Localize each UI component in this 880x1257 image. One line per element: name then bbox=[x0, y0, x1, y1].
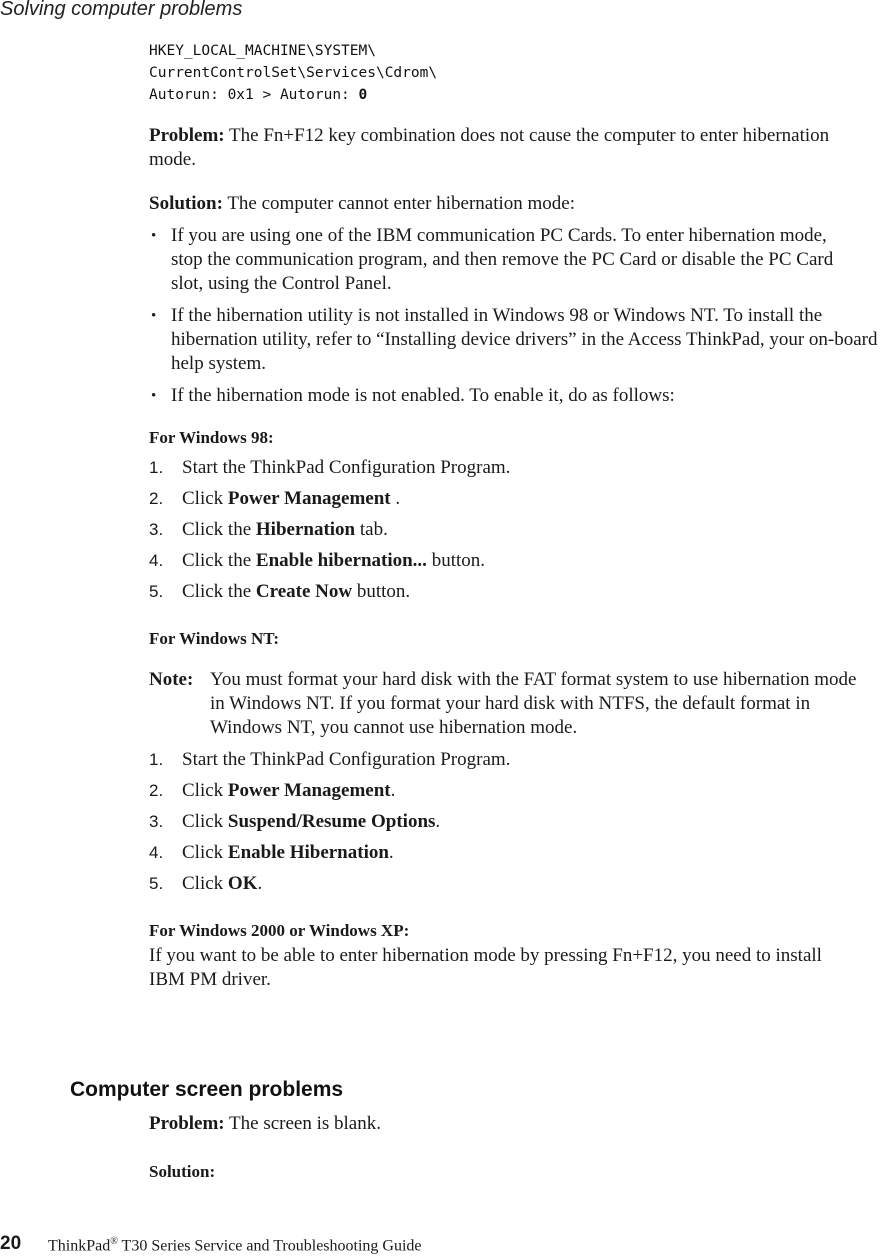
book-title: ThinkPad® T30 Series Service and Troubleshooting Guide bbox=[48, 1236, 422, 1255]
solution-text: The computer cannot enter hibernation mode: bbox=[222, 193, 576, 214]
step-number: 1. bbox=[149, 750, 164, 769]
problem-text: The screen is blank. bbox=[224, 1113, 381, 1134]
registry-line-3: Autorun: 0x1 > Autorun: bbox=[149, 87, 359, 103]
step-number: 5. bbox=[149, 582, 164, 601]
step-item: 5. Click OK. bbox=[149, 873, 263, 894]
win2000-heading: For Windows 2000 or Windows XP: bbox=[149, 921, 410, 940]
registry-line-1: HKEY_LOCAL_MACHINE\SYSTEM\ bbox=[149, 43, 376, 59]
problem-label: Problem: bbox=[149, 125, 225, 146]
step-number: 5. bbox=[149, 874, 164, 893]
solution-hibernation bbox=[149, 192, 880, 216]
problem-fn-f12 bbox=[149, 124, 874, 172]
note-label: Note: bbox=[149, 669, 194, 690]
registered-mark: ® bbox=[110, 1236, 118, 1247]
step-item: 1. Start the ThinkPad Configuration Program. bbox=[149, 457, 511, 478]
registry-line-2: CurrentControlSet\Services\Cdrom\ bbox=[149, 65, 438, 81]
bullet-item: • If you are using one of the IBM communication PC Cards. To enter hibernation mode, stop the communication program, and then remove the PC Card or disable the PC Card slot, using the Control Panel. bbox=[149, 224, 861, 296]
ntfs-note bbox=[149, 668, 875, 740]
step-item: 4. Click the Enable hibernation... button. bbox=[149, 550, 485, 571]
section-title: Computer screen problems bbox=[70, 1078, 344, 1101]
problem-text: The Fn+F12 key combination does not cause the computer to enter hibernation mode. bbox=[149, 125, 830, 170]
registry-value: 0 bbox=[358, 87, 368, 103]
bullet-item: • If the hibernation mode is not enabled. To enable it, do as follows: bbox=[149, 384, 880, 408]
win2000-text: If you want to be able to enter hibernation mode by pressing Fn+F12, you need to install IBM PM driver. bbox=[149, 945, 822, 990]
step-number: 1. bbox=[149, 458, 164, 477]
step-number: 3. bbox=[149, 812, 164, 831]
solution-bullet-list bbox=[149, 224, 880, 408]
page-number: 20 bbox=[0, 1233, 22, 1254]
page-footer bbox=[0, 1233, 880, 1257]
step-item: 1. Start the ThinkPad Configuration Program. bbox=[149, 749, 511, 770]
problem-blank-screen bbox=[149, 1112, 381, 1136]
solution-label: Solution: bbox=[149, 193, 223, 214]
registry-path bbox=[149, 40, 880, 106]
step-item: 3. Click Suspend/Resume Options. bbox=[149, 811, 441, 832]
problem-label: Problem: bbox=[149, 1113, 225, 1134]
note-text: You must format your hard disk with the FAT format system to use hibernation mode in Windows NT. If you format your hard disk with NTFS, the default format in Windows NT, you cannot use hibernation mode. bbox=[210, 669, 857, 738]
step-number: 4. bbox=[149, 551, 164, 570]
win98-steps bbox=[149, 456, 880, 604]
step-item: 2. Click Power Management . bbox=[149, 488, 401, 509]
step-item: 3. Click the Hibernation tab. bbox=[149, 519, 388, 540]
solution-label: Solution: bbox=[149, 1162, 216, 1181]
step-number: 4. bbox=[149, 843, 164, 862]
step-item: 5. Click the Create Now button. bbox=[149, 581, 411, 602]
winnt-steps bbox=[149, 748, 880, 896]
bullet-item: • If the hibernation utility is not installed in Windows 98 or Windows NT. To install the hibernation utility, refer to “Installing device drivers” in the Access ThinkPad, your on-board help system. bbox=[149, 304, 880, 376]
win98-heading: For Windows 98: bbox=[149, 428, 274, 447]
step-number: 2. bbox=[149, 781, 164, 800]
step-item: 4. Click Enable Hibernation. bbox=[149, 842, 394, 863]
running-header: Solving computer problems bbox=[0, 0, 243, 20]
winnt-heading: For Windows NT: bbox=[149, 629, 280, 648]
step-number: 2. bbox=[149, 489, 164, 508]
step-number: 3. bbox=[149, 520, 164, 539]
step-item: 2. Click Power Management. bbox=[149, 780, 396, 801]
page-content bbox=[149, 40, 880, 992]
